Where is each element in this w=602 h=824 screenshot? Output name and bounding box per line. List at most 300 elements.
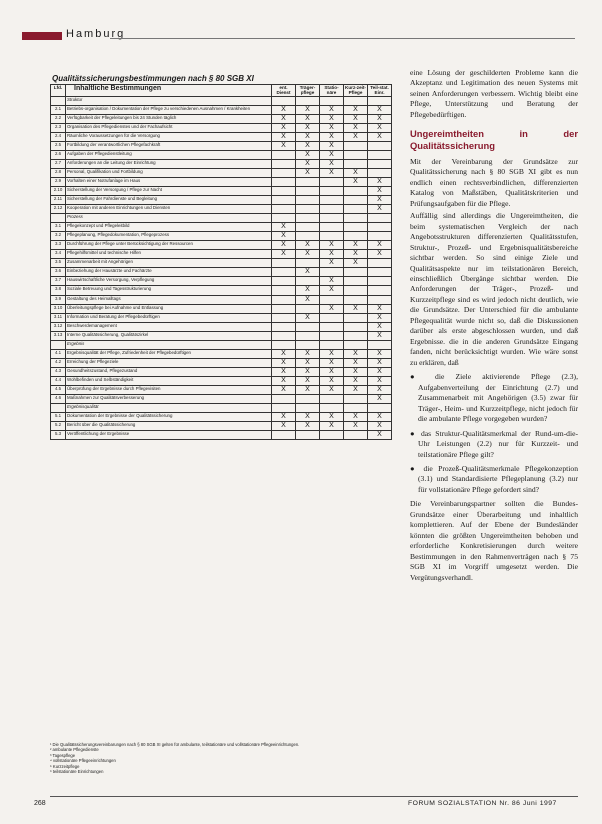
row-mark <box>272 159 296 168</box>
row-mark <box>368 286 392 295</box>
row-mark <box>272 177 296 186</box>
table-header-row <box>51 85 392 97</box>
row-mark: X <box>272 422 296 431</box>
row-mark <box>344 404 368 413</box>
table-row <box>51 413 392 422</box>
row-text: Gesundheitszustand, Pflegezustand <box>66 367 272 376</box>
row-mark <box>272 96 296 105</box>
row-text: Pflegeplanung, Pflegedokumentation, Pflegeprozess <box>66 232 272 241</box>
row-number: 4.1 <box>51 349 66 358</box>
row-mark: X <box>320 413 344 422</box>
row-mark <box>320 223 344 232</box>
row-mark <box>272 186 296 195</box>
paragraph: eine Lösung der geschilderten Probleme kann die Akzeptanz und Legitimation des neuen Systems mit seinen Anforderungen verbessern. Wichtig bleibt eine Pflege, Unterstützung und Beratung der Pflegebedürftigen. <box>410 68 578 119</box>
section-title: Hamburg <box>66 28 126 40</box>
table-row <box>51 205 392 214</box>
col-header-content: Inhaltliche Bestimmungen <box>66 85 272 97</box>
row-mark: X <box>320 385 344 394</box>
header-rule <box>110 38 575 39</box>
row-text: Bericht über die Qualitätssicherung <box>66 422 272 431</box>
row-mark: X <box>296 141 320 150</box>
table-row <box>51 313 392 322</box>
row-mark <box>296 404 320 413</box>
row-mark <box>296 277 320 286</box>
row-mark <box>344 214 368 223</box>
row-mark: X <box>344 123 368 132</box>
row-mark: X <box>368 331 392 340</box>
col-header-number: Lfd. <box>51 85 66 97</box>
row-mark <box>344 223 368 232</box>
row-mark <box>320 205 344 214</box>
row-mark: X <box>368 250 392 259</box>
row-mark: X <box>368 205 392 214</box>
row-number: 2.12 <box>51 205 66 214</box>
row-mark: X <box>344 177 368 186</box>
row-number: 2.10 <box>51 186 66 195</box>
row-mark: X <box>368 431 392 440</box>
row-mark <box>344 268 368 277</box>
row-mark: X <box>368 105 392 114</box>
table-row <box>51 123 392 132</box>
row-number: 3.11 <box>51 313 66 322</box>
table-row <box>51 114 392 123</box>
row-mark <box>368 96 392 105</box>
row-mark: X <box>296 422 320 431</box>
row-mark: X <box>368 177 392 186</box>
row-text: Veröffentlichung der Ergebnisse <box>66 431 272 440</box>
table-title: Qualitätssicherungsbestimmungen nach § 80 SGB XI <box>52 74 254 83</box>
row-mark: X <box>344 250 368 259</box>
row-mark: X <box>368 422 392 431</box>
row-mark: X <box>296 295 320 304</box>
row-mark <box>320 331 344 340</box>
row-text: Hauswirtschaftliche Versorgung, Verpflegung <box>66 277 272 286</box>
row-text: Beschwerdemanagement <box>66 322 272 331</box>
row-mark <box>296 259 320 268</box>
row-mark <box>320 196 344 205</box>
row-mark <box>344 313 368 322</box>
row-text: Einbeziehung der Hausärzte und Fachärzte <box>66 268 272 277</box>
row-mark: X <box>296 286 320 295</box>
row-number: 3.4 <box>51 250 66 259</box>
row-mark <box>272 304 296 313</box>
row-number: 3.1 <box>51 223 66 232</box>
row-mark: X <box>368 376 392 385</box>
paragraph: Mit der Vereinbarung der Grundsätze zur Qualitätssicherung nach § 80 SGB XI gibt es nun endlich einen rechtsverbindlichen, differenzierten Katalog von Maßstäben, Qualitätskriterien und Prüfungsaufgaben für die Pflege. <box>410 156 578 208</box>
table-row <box>51 141 392 150</box>
row-mark <box>344 394 368 403</box>
row-number: 3.7 <box>51 277 66 286</box>
quality-table <box>50 84 392 440</box>
row-mark <box>272 340 296 349</box>
row-mark: X <box>320 422 344 431</box>
footnote: ⁵ Kurzzeitpflege <box>50 763 80 769</box>
row-mark <box>368 295 392 304</box>
row-number: 3.12 <box>51 322 66 331</box>
table-row <box>51 132 392 141</box>
table-row <box>51 431 392 440</box>
row-mark: X <box>296 413 320 422</box>
row-mark: X <box>320 114 344 123</box>
row-text: Aufgaben der Pflegedienstleitung <box>66 150 272 159</box>
row-mark: X <box>344 413 368 422</box>
footnote: ¹ Die Qualitätssicherungsvereinbarungen nach § 80 SGB XI gelten für ambulante, teilstationäre und vollstationäre Pflegeeinrichtungen. <box>50 742 300 747</box>
row-mark <box>296 331 320 340</box>
row-mark <box>344 96 368 105</box>
row-mark: X <box>296 132 320 141</box>
row-number: 4.4 <box>51 376 66 385</box>
footnote: ³ Tagespflege <box>50 752 76 758</box>
table-row <box>51 250 392 259</box>
row-mark <box>368 277 392 286</box>
table-row <box>51 322 392 331</box>
row-mark <box>272 168 296 177</box>
row-mark <box>320 295 344 304</box>
row-mark: X <box>296 376 320 385</box>
table-row <box>51 385 392 394</box>
row-number: 4.3 <box>51 367 66 376</box>
row-mark: X <box>320 141 344 150</box>
row-mark: X <box>296 367 320 376</box>
table-row <box>51 159 392 168</box>
row-mark <box>344 150 368 159</box>
table-row <box>51 404 392 413</box>
table-row <box>51 196 392 205</box>
row-number: 2.6 <box>51 150 66 159</box>
row-number: 3.6 <box>51 268 66 277</box>
row-mark <box>368 232 392 241</box>
row-mark <box>368 168 392 177</box>
row-number: 3.2 <box>51 232 66 241</box>
row-mark: X <box>368 196 392 205</box>
row-mark: X <box>296 114 320 123</box>
row-mark <box>368 268 392 277</box>
row-mark: X <box>272 250 296 259</box>
row-mark: X <box>296 105 320 114</box>
row-mark <box>344 205 368 214</box>
row-mark <box>272 150 296 159</box>
table-row <box>51 259 392 268</box>
row-mark: X <box>344 358 368 367</box>
row-mark: X <box>344 385 368 394</box>
row-mark <box>272 268 296 277</box>
table-row <box>51 177 392 186</box>
row-text: Dokumentation der Ergebnisse der Qualitätssicherung <box>66 413 272 422</box>
row-number: 2.7 <box>51 159 66 168</box>
row-mark: X <box>320 250 344 259</box>
row-number: 2.2 <box>51 114 66 123</box>
row-mark <box>368 404 392 413</box>
row-mark <box>296 232 320 241</box>
row-text: Maßnahmen zur Qualitätsverbesserung <box>66 394 272 403</box>
row-mark: X <box>296 250 320 259</box>
row-mark: X <box>320 358 344 367</box>
row-mark: X <box>368 367 392 376</box>
row-mark <box>296 177 320 186</box>
row-mark: X <box>320 376 344 385</box>
row-mark <box>320 340 344 349</box>
row-mark: X <box>272 105 296 114</box>
row-number: 2.11 <box>51 196 66 205</box>
row-mark: X <box>368 394 392 403</box>
row-text: Gestaltung des Heimalltags <box>66 295 272 304</box>
row-text: Pflegekonzept und Pflegeleitbild <box>66 223 272 232</box>
row-text: Information und Beratung der Pflegebedürftigen <box>66 313 272 322</box>
article-column <box>410 68 578 585</box>
row-mark <box>368 259 392 268</box>
row-number: 2.4 <box>51 132 66 141</box>
row-mark <box>272 277 296 286</box>
table-row <box>51 186 392 195</box>
table-row <box>51 223 392 232</box>
row-mark: X <box>296 150 320 159</box>
table-row <box>51 168 392 177</box>
row-text: Verfügbarkeit der Pflegeleitungen bis 24 Stunden täglich <box>66 114 272 123</box>
row-number: 5.3 <box>51 431 66 440</box>
row-mark <box>296 322 320 331</box>
row-text: Prozess <box>66 214 272 223</box>
row-mark <box>368 214 392 223</box>
row-mark <box>272 214 296 223</box>
row-text: Struktur <box>66 96 272 105</box>
row-mark: X <box>344 367 368 376</box>
row-mark <box>296 223 320 232</box>
table-row <box>51 214 392 223</box>
row-mark <box>272 322 296 331</box>
row-mark: X <box>272 349 296 358</box>
row-mark <box>368 223 392 232</box>
row-number <box>51 404 66 413</box>
row-mark: X <box>296 385 320 394</box>
table-row <box>51 376 392 385</box>
row-mark: X <box>320 349 344 358</box>
table-row <box>51 105 392 114</box>
row-number: 3.5 <box>51 259 66 268</box>
row-mark: X <box>320 277 344 286</box>
row-mark: X <box>320 286 344 295</box>
table-row <box>51 331 392 340</box>
row-number: 3.9 <box>51 295 66 304</box>
footnote: ² ambulante Pflegedienste <box>50 747 99 753</box>
row-mark <box>296 431 320 440</box>
row-mark <box>320 394 344 403</box>
row-mark <box>296 186 320 195</box>
row-mark: X <box>368 123 392 132</box>
table-row <box>51 277 392 286</box>
row-number: 3.8 <box>51 286 66 295</box>
row-mark <box>272 205 296 214</box>
row-mark <box>320 96 344 105</box>
row-text: Ergebnis <box>66 340 272 349</box>
row-number: 3.10 <box>51 304 66 313</box>
row-mark: X <box>344 114 368 123</box>
journal-footer: FORUM SOZIALSTATION Nr. 86 Juni 1997 <box>408 800 557 807</box>
paragraph: Die Vereinbarungspartner sollten die Bundes-Grundsätze einer Überarbeitung und inhaltlich komplettieren. Auf der Ebene der Bundesländer könnten die größten Ungereimtheiten behoben und erforderliche Konkretisierungen durch weitere Bestimmungen in den Rahmenverträgen nach § 75 SGB XI im Vorgriff umgesetzt werden. Die Vergütungsverhandl. <box>410 499 578 582</box>
row-text: Interne Qualitätssicherung, Qualitätszirkel <box>66 331 272 340</box>
row-mark <box>272 331 296 340</box>
row-mark: X <box>320 304 344 313</box>
row-number: 4.5 <box>51 385 66 394</box>
row-mark: X <box>344 105 368 114</box>
row-text: Erreichung der Pflegeziele <box>66 358 272 367</box>
footnote: ⁶ teilstationäre Einrichtungen <box>50 769 104 775</box>
table-row <box>51 340 392 349</box>
row-mark <box>368 340 392 349</box>
table-row <box>51 394 392 403</box>
row-mark: X <box>344 304 368 313</box>
row-number: 4.6 <box>51 394 66 403</box>
row-mark: X <box>368 132 392 141</box>
row-mark <box>368 159 392 168</box>
row-mark: X <box>320 105 344 114</box>
table-row <box>51 295 392 304</box>
col-header-stationary: Statio-näre <box>320 85 344 97</box>
row-mark: X <box>320 159 344 168</box>
row-mark <box>272 313 296 322</box>
row-mark <box>344 196 368 205</box>
row-text: Soziale Betreuung und Tagesstrukturierung <box>66 286 272 295</box>
row-mark <box>272 394 296 403</box>
row-mark: X <box>320 150 344 159</box>
row-number: 3.3 <box>51 241 66 250</box>
row-mark <box>296 196 320 205</box>
row-text: Vorhalten einer Notrufanlage im Haus <box>66 177 272 186</box>
row-mark: X <box>296 349 320 358</box>
row-mark: X <box>272 132 296 141</box>
row-mark <box>344 232 368 241</box>
row-mark: X <box>320 132 344 141</box>
row-mark <box>320 177 344 186</box>
row-number <box>51 214 66 223</box>
subheading: Ungereimtheiten in der Qualitätssicherung <box>410 128 578 152</box>
table-row <box>51 241 392 250</box>
row-mark: X <box>368 358 392 367</box>
row-text: Wohlbefinden und Selbständigkeit <box>66 376 272 385</box>
row-text: Organisation des Pflegedienstes und der Fachaufsicht <box>66 123 272 132</box>
row-mark: X <box>272 376 296 385</box>
row-mark <box>344 141 368 150</box>
row-number: 3.13 <box>51 331 66 340</box>
row-mark: X <box>368 313 392 322</box>
bullet-item: ● das Struktur-Qualitätsmerkmal der Rund-um-die-Uhr Leistungen (2.2) nur für Kurzzeit- und teilstationäre Pflege gilt? <box>410 428 578 459</box>
row-mark <box>296 214 320 223</box>
row-mark: X <box>368 413 392 422</box>
table-row <box>51 150 392 159</box>
row-mark <box>344 186 368 195</box>
row-mark: X <box>272 141 296 150</box>
row-text: Zusammenarbeit mit Angehörigen <box>66 259 272 268</box>
row-mark: X <box>272 385 296 394</box>
table-row <box>51 96 392 105</box>
bullet-item: ● die Ziele aktivierende Pflege (2.3), Aufgabenverteilung der Einrichtung (2.7) und Zusammenarbeit mit Angehörigen (3.5) zwar für Träger-, Heim- und Kurzzeitpflege, nicht jedoch für die ambulante Pflege vorgegeben wurden? <box>410 372 578 424</box>
row-mark <box>272 295 296 304</box>
row-mark <box>320 186 344 195</box>
row-mark: X <box>320 123 344 132</box>
row-mark <box>344 340 368 349</box>
row-mark <box>296 394 320 403</box>
row-mark <box>320 431 344 440</box>
row-mark: X <box>320 168 344 177</box>
row-number <box>51 340 66 349</box>
row-text: Betriebs-organisation / Dokumentation der Pflege zu verschiedenen Ausnahmen / Krankheiten <box>66 105 272 114</box>
row-number: 5.1 <box>51 413 66 422</box>
row-mark: X <box>296 123 320 132</box>
row-mark: X <box>368 322 392 331</box>
table-row <box>51 422 392 431</box>
table-body <box>51 96 392 440</box>
table-row <box>51 304 392 313</box>
row-mark <box>320 313 344 322</box>
row-number: 5.2 <box>51 422 66 431</box>
col-header-ambulant: ent. Dienst <box>272 85 296 97</box>
row-mark: X <box>344 259 368 268</box>
row-mark <box>344 277 368 286</box>
row-text: Anforderungen an die Leitung der Einrichtung <box>66 159 272 168</box>
row-mark <box>272 431 296 440</box>
row-mark: X <box>344 241 368 250</box>
table-row <box>51 232 392 241</box>
col-header-short-term: Kurz-zeit-Pflege <box>345 85 366 96</box>
row-number: 2.9 <box>51 177 66 186</box>
row-mark <box>320 322 344 331</box>
row-mark: X <box>296 168 320 177</box>
row-mark <box>344 286 368 295</box>
row-mark <box>344 331 368 340</box>
col-header-part-stationary: Teil-stat. Einr. <box>368 85 392 97</box>
row-mark: X <box>272 358 296 367</box>
row-mark: X <box>296 241 320 250</box>
row-text: Sicherstellung der Versorgung / Pflege zur Nacht <box>66 186 272 195</box>
row-text: Personal, Qualifikation und Fortbildung <box>66 168 272 177</box>
row-mark <box>320 232 344 241</box>
row-mark: X <box>368 349 392 358</box>
row-number: 2.8 <box>51 168 66 177</box>
row-mark <box>272 196 296 205</box>
row-mark <box>344 431 368 440</box>
row-mark: X <box>320 241 344 250</box>
row-mark: X <box>272 232 296 241</box>
row-mark <box>296 96 320 105</box>
row-number <box>51 96 66 105</box>
row-mark <box>320 214 344 223</box>
row-mark: X <box>296 358 320 367</box>
row-mark <box>344 295 368 304</box>
row-mark: X <box>272 123 296 132</box>
row-mark <box>368 141 392 150</box>
page-number: 268 <box>34 800 46 807</box>
table-row <box>51 367 392 376</box>
footnotes <box>50 742 395 775</box>
col-header-day-care: Träger-pflege <box>296 85 320 97</box>
row-mark <box>296 304 320 313</box>
row-mark <box>368 150 392 159</box>
row-text: Durchführung der Pflege unter Berücksichtigung der Ressourcen <box>66 241 272 250</box>
table-row <box>51 268 392 277</box>
row-mark: X <box>344 422 368 431</box>
table-row <box>51 286 392 295</box>
row-mark: X <box>272 223 296 232</box>
row-mark: X <box>272 413 296 422</box>
row-mark <box>320 268 344 277</box>
row-number: 2.1 <box>51 105 66 114</box>
row-text: Überprüfung der Ergebnisse durch Pflegevisiten <box>66 385 272 394</box>
row-mark: X <box>344 349 368 358</box>
row-text: Ergebnisqualität <box>66 404 272 413</box>
row-mark: X <box>272 241 296 250</box>
bullet-item: ● die Prozeß-Qualitätsmerkmale Pflegekonzeption (3.1) und Standardisierte Pflegeplanung (3.2) nur für vollstationäre Pflege gefordert sind? <box>410 463 578 494</box>
row-mark: X <box>368 385 392 394</box>
row-number: 2.3 <box>51 123 66 132</box>
